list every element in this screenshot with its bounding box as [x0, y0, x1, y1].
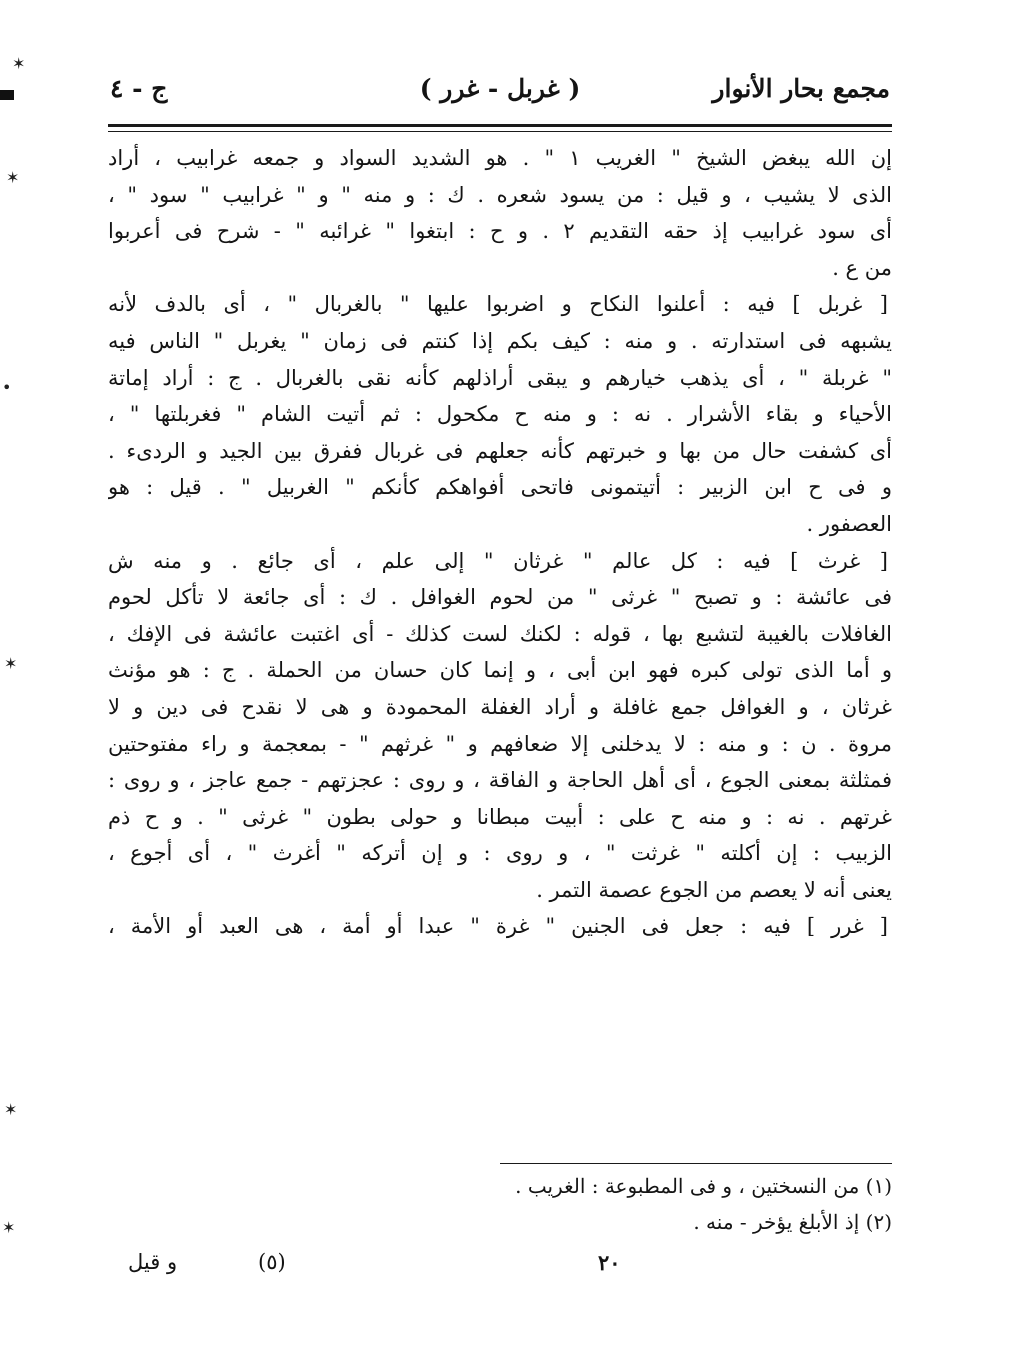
footnote-rule — [500, 1163, 892, 1164]
text-line: أى سود غرابيب إذ حقه التقديم ٢ . و ح : ابتغوا " غرائبه " - شرح فى أعربوا — [108, 219, 892, 244]
entry-line-gharar: [ غرر ] فيه : جعل فى الجنين " غرة " عبدا أو أمة ، هى العبد أو الأمة ، — [108, 914, 888, 939]
text-line: مروة . ن : و منه : لا يدخلنى إلا ضعافهم و " غرثهم " - بمعجمة و راء مفتوحتين — [108, 731, 892, 756]
margin-mark-star: ✶ — [6, 168, 20, 187]
text-line: الغافلات بالغيبة لتشبع بها ، قوله : لكنك لست كذلك - أى اغتبت عائشة فى الإفك ، — [108, 621, 892, 646]
section-headword: ( غربل - غرر ) — [419, 74, 581, 103]
text-line: الأحياء و بقاء الأشرار . نه : و منه ح مكحول : ثم أتيت الشام " فغربلتها " ، — [108, 402, 892, 427]
text-line: و فى ح ابن الزبير : أتيتمونى فاتحى أفواهكم كأنكم " الغربيل " . قيل : هو — [108, 475, 892, 500]
text-line: أى كشفت حال من بها و خبرتهم كأنه جعلهم فى غربال ففرق بين الجيد و الردىء . — [108, 438, 892, 463]
margin-mark-star: ✶ — [12, 54, 26, 73]
header-rule-thick — [108, 124, 892, 127]
page-footer — [108, 1250, 892, 1286]
text-line: من ع . — [832, 255, 892, 280]
catchword: و قيل — [128, 1250, 178, 1274]
header-rule-thin — [108, 131, 892, 132]
volume-label: ج - ٤ — [110, 74, 168, 103]
page-number: ٢٠ — [598, 1250, 621, 1275]
text-line: العصفور . — [806, 511, 892, 536]
entry-line-gharath: [ غرث ] فيه : كل عالم " غرثان " إلى علم ، أى جائع . و منه ش — [108, 548, 888, 573]
margin-mark-star: ✶ — [4, 654, 18, 673]
book-title: مجمع بحار الأنوار — [712, 74, 890, 103]
margin-ink-blot — [0, 90, 14, 100]
margin-mark-dot: • — [2, 378, 12, 397]
entry-line-gharbal: [ غربل ] فيه : أعلنوا النكاح و اضربوا عليها " بالغربال " ، أى بالدف لأنه — [108, 292, 888, 317]
main-text — [108, 140, 892, 945]
text-line: يشبهه فى استدارته . و منه : كيف بكم إذا كنتم فى زمان " يغربل " الناس فيه — [108, 328, 892, 353]
footnotes — [500, 1168, 892, 1240]
text-line: غرتهم . نه : و منه ح على : أبيت مبطانا و حولى بطون " غرثى " . و ح ذم — [108, 804, 892, 829]
text-line: يعنى أنه لا يعصم من الجوع عصمة التمر . — [536, 877, 892, 902]
footnote-1: (١) من النسختين ، و فى المطبوعة : الغريب . — [515, 1174, 892, 1198]
running-header — [110, 74, 890, 118]
margin-mark-star: ✶ — [2, 1218, 16, 1237]
text-line: الذى لا يشيب ، و قيل : من يسود شعره . ك : و منه " و " غرابيب " سود " ، — [108, 182, 892, 207]
text-line: غرثان ، و الغوافل جمع غافلة و أراد الغفلة المحمودة و هى لا نقدح فى دين و لا — [108, 694, 892, 719]
margin-mark-star: ✶ — [4, 1100, 18, 1119]
signature-mark: (٥) — [258, 1250, 286, 1274]
footnote-2: (٢) إذ الأبلغ يؤخر - منه . — [693, 1210, 892, 1234]
text-line: فى عائشة : و تصبح " غرثى " من لحوم الغوافل . ك : أى جائعة لا تأكل لحوم — [108, 585, 892, 610]
text-line: " غربلة " ، أى يذهب خيارهم و يبقى أراذلهم كأنه نقى بالغربال . ج : أراد إماتة — [108, 365, 892, 390]
text-line: فمثلثة بمعنى الجوع ، أى أهل الحاجة و الفاقة ، و روى : عجزتهم - جمع عاجز ، و روى : — [108, 768, 892, 793]
text-line: و أما الذى تولى كبره فهو ابن أبى ، و إنما كان حسان من الحملة . ج : هو مؤنث — [108, 658, 892, 683]
text-line: إن الله يبغض الشيخ " الغريب ١ " . هو الشديد السواد و جمعه غرابيب ، أراد — [108, 146, 892, 170]
text-line: الزبيب : إن أكلته " غرثت " ، و روى : و إن أتركه " أغرث " ، أى أجوع ، — [108, 841, 892, 866]
